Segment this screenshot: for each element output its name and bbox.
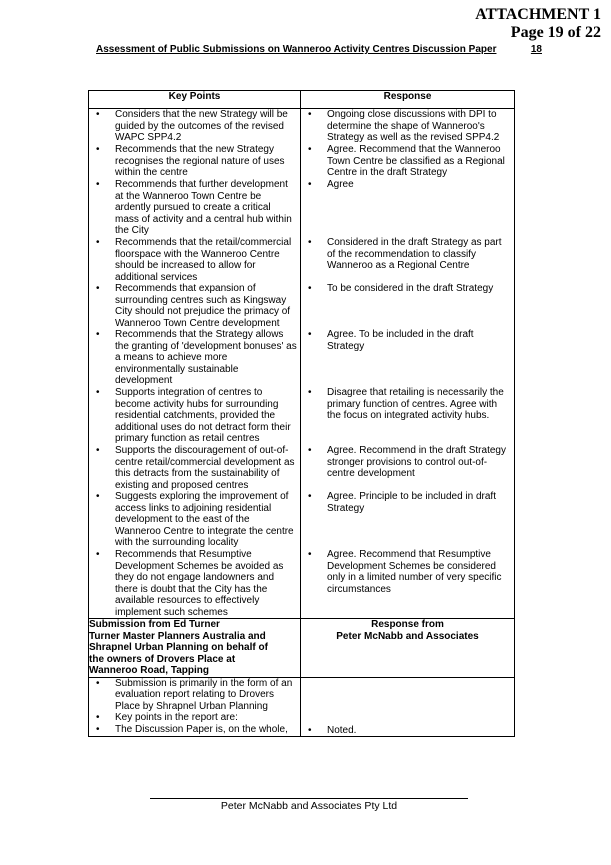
submission-line: Turner Master Planners Australia and [89,630,266,642]
response-item: • Agree. Recommend in the draft Strategy stronger provisions to control out-of-centre development [301,445,514,491]
response-item: • To be considered in the draft Strategy [301,283,514,329]
key-points-header: Key Points [89,91,301,109]
response-from [301,619,515,678]
table-header-row [89,91,515,109]
key-point-item: • Recommends that the retail/commercial floorspace with the Wanneroo Centre should be increased to allow for additional services [89,237,300,283]
response-from-line: Peter McNabb and Associates [336,630,479,642]
response-item: • Noted. [301,725,514,737]
attachment-title: ATTACHMENT 1 [475,6,601,23]
key-point-item: • Supports integration of centres to become activity hubs for surrounding residential catchments, provided the additional uses do not detract form their primary function as retail centres [89,387,300,445]
header-title: Assessment of Public Submissions on Wanneroo Activity Centres Discussion Paper [96,44,497,55]
submission-row [89,619,515,678]
key-point-item: • Suggests exploring the improvement of access links to adjoining residential development to the east of the Wanneroo Centre to integrate the centre with the surrounding locality [89,491,300,549]
page-footer: Peter McNabb and Associates Pty Ltd [220,800,398,812]
last-points-cell [89,677,301,737]
submission-line: Wanneroo Road, Tapping [89,665,209,676]
response-item: • Agree. Principle to be included in draft Strategy [301,491,514,549]
attachment-label [475,6,601,42]
key-point-item: • Supports the discouragement of out-of-centre retail/commercial development as this detracts from the sustainability of existing and proposed centres [89,445,300,491]
key-point-item: • Recommends that further development at the Wanneroo Town Centre be ardently pursued to create a critical mass of activity and a central hub within the City [89,179,300,237]
submission-line: Shrapnel Urban Planning on behalf of [89,642,268,653]
key-point-item: • Recommends that Resumptive Development Schemes be avoided as they do not engage landowners and there is doubt that the City has the available resources to effectively implement such schemes [89,549,300,618]
response-header: Response [301,91,515,109]
submission-line: the owners of Drovers Place at [89,653,236,665]
response-from-line: Response from [371,619,444,630]
response-item: • Agree. To be included in the draft Strategy [301,329,514,387]
response-item: • Agree. Recommend that Resumptive Development Schemes be considered only in a limited number of very specific circumstances [301,549,514,618]
submissions-table [88,90,515,737]
key-point-item: • Recommends that expansion of surrounding centres such as Kingsway City should not prejudice the primacy of Wanneroo Town Centre development [89,283,300,329]
response-item: • Considered in the draft Strategy as part of the recommendation to classify Wanneroo as a Regional Centre [301,237,514,283]
response-spacer [301,678,514,725]
page-header [96,44,542,55]
key-point-item: • The Discussion Paper is, on the whole, [89,724,300,736]
header-page-number: 18 [530,44,542,55]
submission-title [89,619,301,678]
submission-line: Submission from Ed Turner [89,619,220,630]
response-item: • Agree. Recommend that the Wanneroo Town Centre be classified as a Regional Centre in the draft Strategy [301,144,514,179]
key-points-cell [89,109,301,619]
key-point-item: • Submission is primarily in the form of an evaluation report relating to Drovers Place by Shrapnel Urban Planning [89,678,300,713]
key-point-item: • Recommends that the new Strategy recognises the regional nature of uses within the centre [89,144,300,179]
responses-cell [301,109,515,619]
key-point-item: • Recommends that the Strategy allows the granting of 'development bonuses' as a means to achieve more environmentally sustainable development [89,329,300,387]
key-point-item: • Key points in the report are: [89,712,300,724]
footer-divider [150,798,468,799]
key-point-item: • Considers that the new Strategy will be guided by the outcomes of the revised WAPC SPP4.2 [89,109,300,144]
attachment-page: Page 19 of 22 [510,24,601,41]
last-response-cell [301,677,515,737]
last-points-row [89,677,515,737]
response-item: • Ongoing close discussions with DPI to determine the shape of Wanneroo's Strategy as well as the revised SPP4.2 [301,109,514,144]
response-item: • Disagree that retailing is necessarily the primary function of centres. Agree with the focus on integrated activity hubs. [301,387,514,445]
points-row [89,109,515,619]
response-item: • Agree [301,179,514,237]
